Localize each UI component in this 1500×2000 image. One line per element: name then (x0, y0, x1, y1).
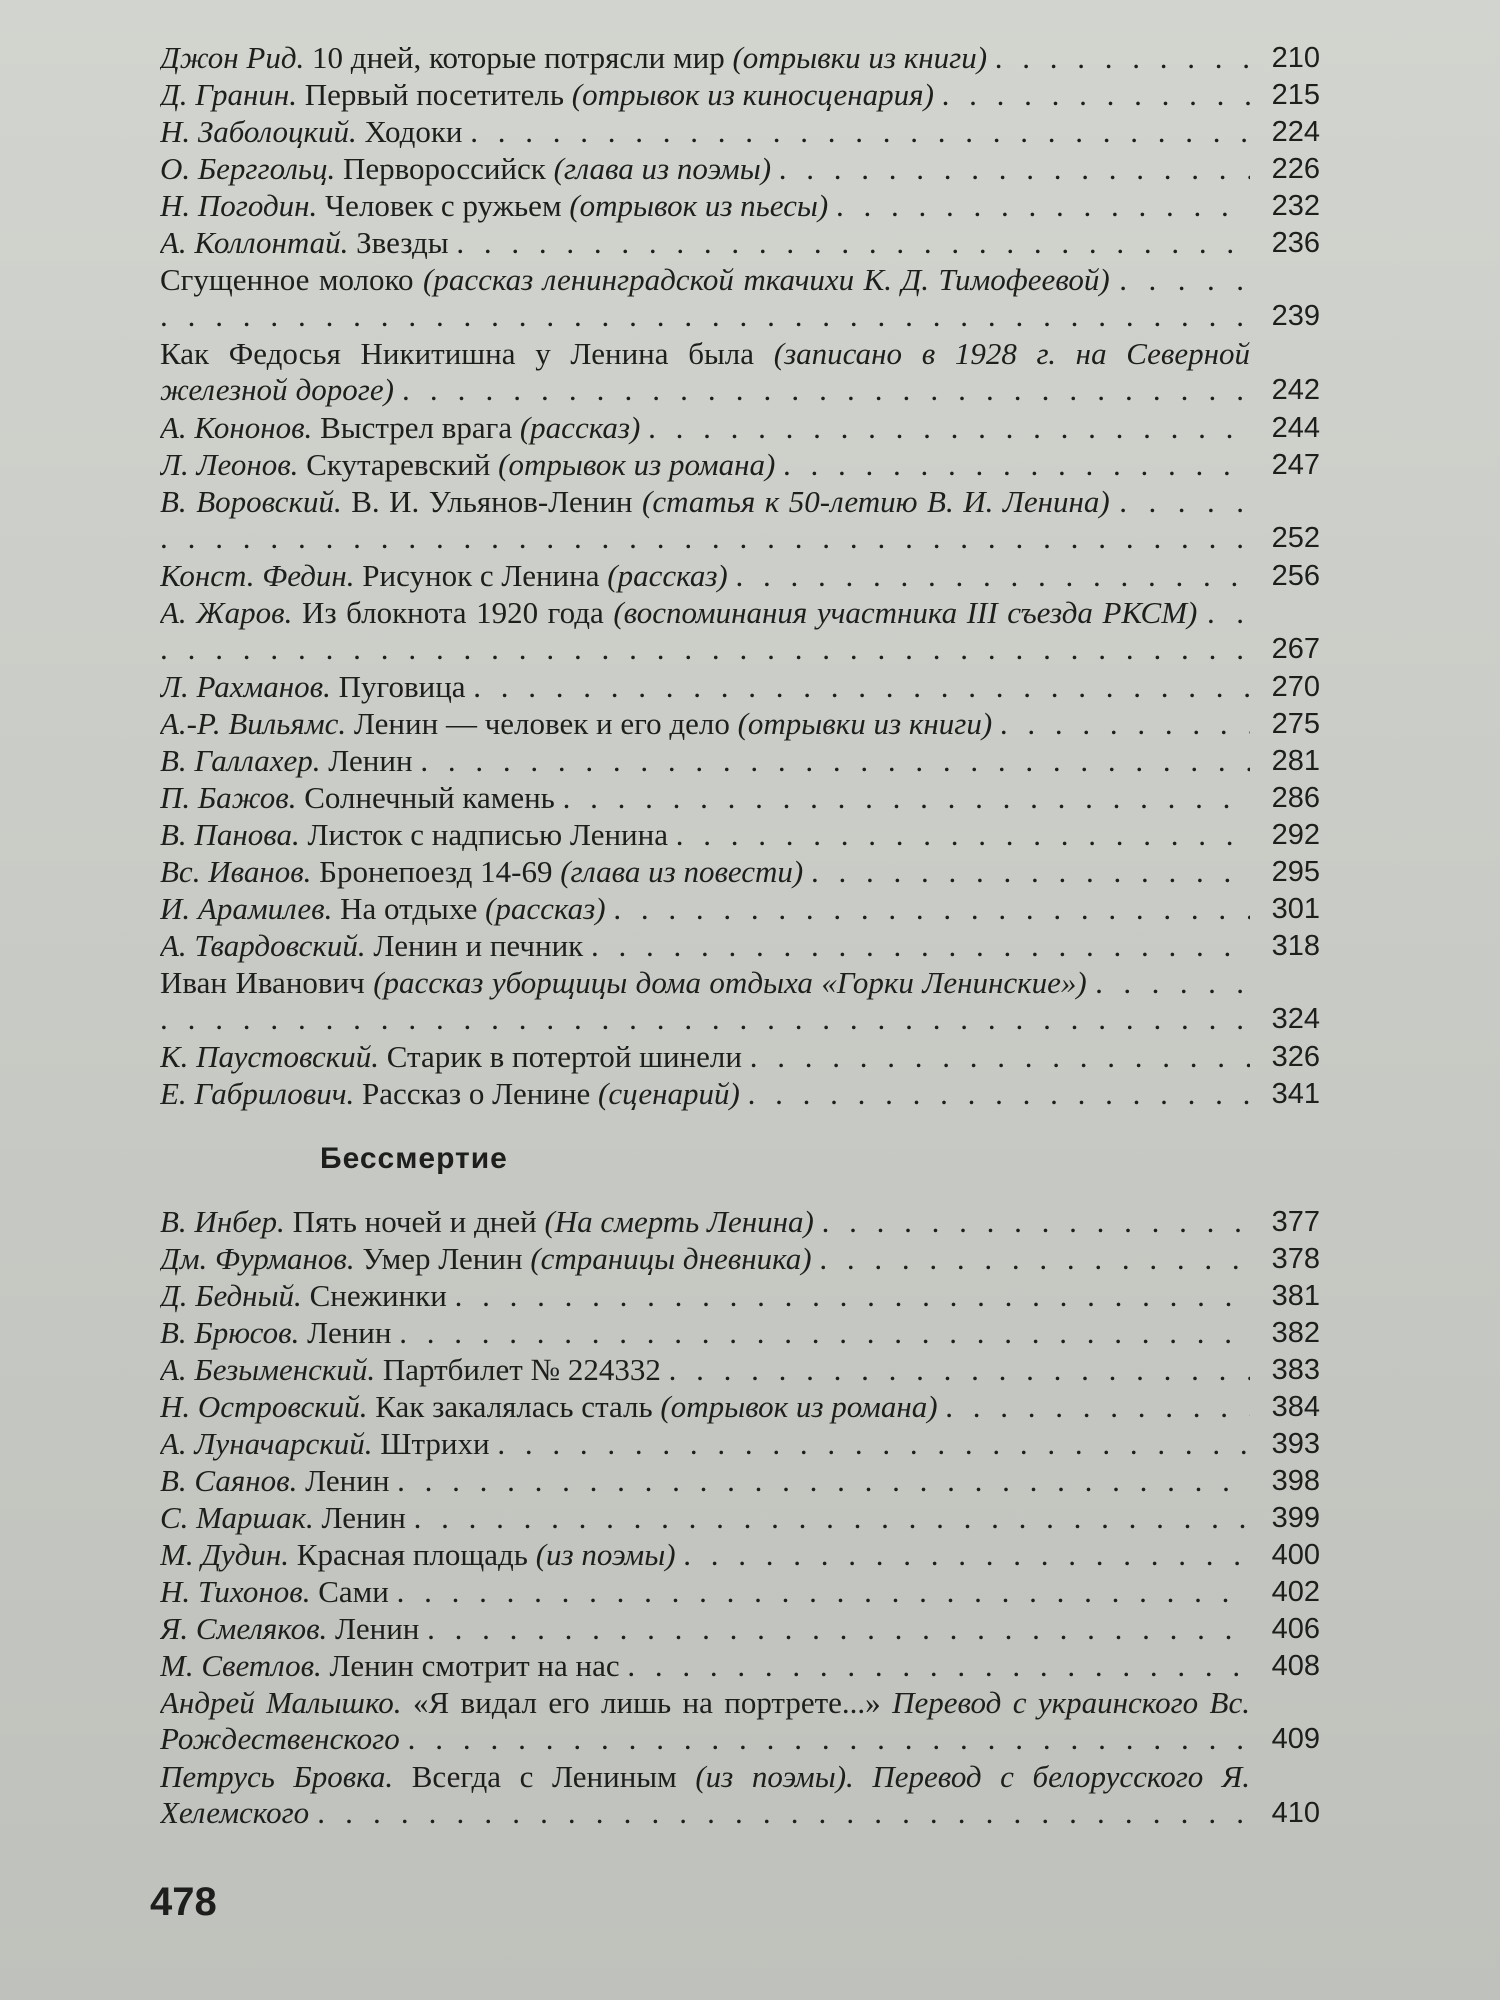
toc-entry-text (160, 1039, 1250, 1075)
toc-entry (160, 336, 1320, 408)
toc-note: Перевод с украинского Вс. Рождественского (160, 1685, 1250, 1756)
toc-entry (160, 1648, 1320, 1684)
toc-title: Как Федосья Никитишна у Ленина была (160, 336, 755, 371)
toc-title: Сами (318, 1574, 389, 1609)
toc-note: (глава из повести) (560, 854, 804, 889)
toc-author: А. Коллонтай. (160, 225, 349, 260)
toc-entry-text (160, 1241, 1250, 1277)
toc-title: Как закалялась сталь (375, 1389, 653, 1424)
toc-title: Ленин (321, 1500, 406, 1535)
toc-entry-text (160, 928, 1250, 964)
toc-entry-text (160, 114, 1250, 150)
toc-page-number: 383 (1271, 1354, 1320, 1386)
toc-title: Снежинки (309, 1278, 447, 1313)
toc-entry (160, 484, 1320, 556)
toc-entry-text (160, 669, 1250, 705)
toc-entry (160, 1204, 1320, 1240)
toc-title: Красная площадь (296, 1537, 528, 1572)
toc-entry-text (160, 595, 1250, 667)
toc-page-number: 381 (1271, 1280, 1320, 1312)
toc-title: Ленин (305, 1463, 390, 1498)
toc-title: Партбилет № 224332 (382, 1352, 661, 1387)
toc-entry (160, 817, 1320, 853)
toc-entry (160, 558, 1320, 594)
toc-author: Е. Габрилович. (160, 1076, 355, 1111)
toc-page-number: 292 (1271, 819, 1320, 851)
toc-entry-text (160, 558, 1250, 594)
toc-entry (160, 1039, 1320, 1075)
toc-author: Л. Леонов. (160, 447, 299, 482)
toc-author: Н. Островский. (160, 1389, 368, 1424)
table-of-contents (160, 40, 1320, 1833)
toc-title: В. И. Ульянов-Ленин (351, 484, 633, 519)
toc-author: М. Дудин. (160, 1537, 290, 1572)
toc-page-number: 256 (1271, 560, 1320, 592)
toc-entry-text (160, 447, 1250, 483)
toc-page-number: 393 (1271, 1428, 1320, 1460)
toc-note: (записано в 1928 г. на Северной железной дороге) (160, 336, 1250, 407)
toc-note: (рассказ уборщицы дома отдыха «Горки Ленинские») (373, 965, 1087, 1000)
toc-author: А. Твардовский. (160, 928, 366, 963)
toc-entry (160, 1426, 1320, 1462)
toc-entry (160, 1463, 1320, 1499)
toc-entry (160, 928, 1320, 964)
toc-page-number: 408 (1271, 1650, 1320, 1682)
toc-title: Первороссийск (342, 151, 546, 186)
toc-author: А. Кононов. (160, 410, 313, 445)
toc-title: Звезды (356, 225, 449, 260)
toc-note: (рассказ ленинградской ткачихи К. Д. Тимофеевой) (423, 262, 1110, 297)
toc-entry-text (160, 484, 1250, 556)
toc-entry-text (160, 1611, 1250, 1647)
toc-page-number: 341 (1271, 1078, 1320, 1110)
toc-entry (160, 965, 1320, 1037)
section-title: Бессмертие (320, 1142, 508, 1175)
toc-title: Человек с ружьем (325, 188, 562, 223)
toc-entry-text (160, 1278, 1250, 1314)
toc-entry (160, 188, 1320, 224)
toc-author: Н. Погодин. (160, 188, 318, 223)
toc-page-number: 252 (1271, 522, 1320, 554)
toc-note: (глава из поэмы) (553, 151, 772, 186)
toc-author: Д. Бедный. (160, 1278, 302, 1313)
toc-author: В. Брюсов. (160, 1315, 300, 1350)
toc-title: Бронепоезд 14-69 (319, 854, 553, 889)
toc-title: Ленин (328, 743, 413, 778)
toc-page-number: 399 (1271, 1502, 1320, 1534)
toc-page-number: 242 (1271, 374, 1320, 406)
toc-note: (рассказ) (519, 410, 641, 445)
toc-entry (160, 1759, 1320, 1831)
toc-title: Рисунок с Ленина (362, 558, 600, 593)
toc-page-number: 382 (1271, 1317, 1320, 1349)
toc-entry (160, 1389, 1320, 1425)
toc-page-number: 402 (1271, 1576, 1320, 1608)
toc-note: (отрывки из книги) (737, 706, 993, 741)
toc-author: А.-Р. Вильямс. (160, 706, 347, 741)
toc-entry-text (160, 188, 1250, 224)
toc-entry (160, 669, 1320, 705)
toc-title: Пуговица (338, 669, 466, 704)
toc-title: Всегда с Лениным (411, 1759, 677, 1794)
toc-note: (воспоминания участника III съезда РКСМ) (613, 595, 1198, 630)
toc-entry (160, 743, 1320, 779)
toc-entry (160, 1352, 1320, 1388)
toc-page-number: 224 (1271, 116, 1320, 148)
toc-page-number: 318 (1271, 930, 1320, 962)
toc-title: Рассказ о Ленине (362, 1076, 591, 1111)
toc-title: 10 дней, которые потрясли мир (312, 40, 725, 75)
toc-title: Штрихи (380, 1426, 490, 1461)
toc-entry (160, 114, 1320, 150)
toc-page-number: 410 (1271, 1797, 1320, 1829)
toc-author: Дм. Фурманов. (160, 1241, 355, 1276)
toc-title: «Я видал его лишь на портрете...» (412, 1685, 881, 1720)
toc-page-number: 384 (1271, 1391, 1320, 1423)
toc-entry-text (160, 1076, 1250, 1112)
toc-page-number: 301 (1271, 893, 1320, 925)
toc-title: Старик в потертой шинели (386, 1039, 742, 1074)
toc-author: В. Воровский. (160, 484, 342, 519)
toc-page-number: 270 (1271, 671, 1320, 703)
toc-author: А. Жаров. (160, 595, 293, 630)
toc-author: Конст. Федин. (160, 558, 355, 593)
toc-title: Скутаревский (306, 447, 491, 482)
toc-author: М. Светлов. (160, 1648, 322, 1683)
toc-entry (160, 1278, 1320, 1314)
toc-page-number: 398 (1271, 1465, 1320, 1497)
toc-title: Из блокнота 1920 года (301, 595, 604, 630)
toc-entry-text (160, 151, 1250, 187)
toc-list-top (160, 40, 1320, 1112)
toc-title: Солнечный камень (304, 780, 555, 815)
toc-author: П. Бажов. (160, 780, 297, 815)
toc-entry (160, 854, 1320, 890)
toc-author: Н. Заболоцкий. (160, 114, 357, 149)
toc-page-number: 210 (1271, 42, 1320, 74)
toc-note: (страницы дневника) (530, 1241, 812, 1276)
toc-author: Вс. Иванов. (160, 854, 312, 889)
toc-entry (160, 410, 1320, 446)
toc-entry-text (160, 743, 1250, 779)
toc-page-number: 236 (1271, 227, 1320, 259)
toc-entry (160, 1076, 1320, 1112)
toc-entry-text (160, 854, 1250, 890)
toc-entry-text (160, 1648, 1250, 1684)
toc-note: (отрывок из романа) (498, 447, 776, 482)
toc-page-number: 215 (1271, 79, 1320, 111)
toc-note: (из поэмы). Перевод с белорусского Я. Хелемского (160, 1759, 1250, 1830)
toc-author: Я. Смеляков. (160, 1611, 328, 1646)
toc-entry (160, 1611, 1320, 1647)
toc-entry-text (160, 891, 1250, 927)
toc-note: (отрывок из пьесы) (569, 188, 829, 223)
toc-page-number: 267 (1271, 633, 1320, 665)
toc-author: А. Безыменский. (160, 1352, 376, 1387)
toc-page-number: 247 (1271, 449, 1320, 481)
toc-note: (отрывки из книги) (732, 40, 988, 75)
toc-title: Ленин (307, 1315, 392, 1350)
toc-entry-text (160, 1463, 1250, 1499)
toc-entry (160, 447, 1320, 483)
toc-page-number: 239 (1271, 300, 1320, 332)
toc-author: Петрусь Бровка. (160, 1759, 394, 1794)
toc-page-number: 232 (1271, 190, 1320, 222)
toc-page-number: 275 (1271, 708, 1320, 740)
toc-entry-text (160, 965, 1250, 1037)
toc-author: И. Арамилев. (160, 891, 333, 926)
toc-entry-text (160, 706, 1250, 742)
toc-entry (160, 780, 1320, 816)
toc-author: В. Саянов. (160, 1463, 298, 1498)
toc-author: Д. Гранин. (160, 77, 298, 112)
toc-entry-text (160, 225, 1250, 261)
toc-entry (160, 151, 1320, 187)
toc-author: А. Луначарский. (160, 1426, 373, 1461)
toc-title: Пять ночей и дней (292, 1204, 537, 1239)
toc-note: (отрывок из киносценария) (571, 77, 934, 112)
toc-title: Умер Ленин (362, 1241, 523, 1276)
toc-title: Ленин смотрит на нас (329, 1648, 620, 1683)
toc-page-number: 226 (1271, 153, 1320, 185)
toc-author: Андрей Малышко. (160, 1685, 402, 1720)
toc-note: (На смерть Ленина) (544, 1204, 814, 1239)
toc-title: Ленин (335, 1611, 420, 1646)
toc-title: Листок с надписью Ленина (307, 817, 668, 852)
toc-entry (160, 40, 1320, 76)
toc-entry-text (160, 262, 1250, 334)
toc-entry (160, 706, 1320, 742)
toc-entry-text (160, 1426, 1250, 1462)
toc-entry-text (160, 40, 1250, 76)
toc-page-number: 324 (1271, 1003, 1320, 1035)
toc-entry-text (160, 1500, 1250, 1536)
toc-note: (сценарий) (598, 1076, 740, 1111)
toc-entry (160, 1574, 1320, 1610)
toc-note: (отрывок из романа) (660, 1389, 938, 1424)
toc-entry-text (160, 1574, 1250, 1610)
toc-page-number: 409 (1271, 1723, 1320, 1755)
toc-title: На отдыхе (340, 891, 478, 926)
toc-entry-text (160, 1352, 1250, 1388)
toc-entry-text (160, 1537, 1250, 1573)
toc-entry-text (160, 1204, 1250, 1240)
toc-entry (160, 1241, 1320, 1277)
toc-author: Джон Рид. (160, 40, 305, 75)
toc-entry-text (160, 1759, 1250, 1831)
toc-entry-text (160, 1685, 1250, 1757)
toc-entry (160, 262, 1320, 334)
toc-title: Иван Иванович (160, 965, 365, 1000)
toc-note: (из поэмы) (535, 1537, 676, 1572)
toc-list-bottom (160, 1204, 1320, 1831)
toc-entry (160, 77, 1320, 113)
toc-note: (рассказ) (485, 891, 606, 926)
toc-title: Ленин и печник (373, 928, 584, 963)
toc-author: В. Галлахер. (160, 743, 321, 778)
toc-page-number: 400 (1271, 1539, 1320, 1571)
toc-entry (160, 891, 1320, 927)
toc-entry (160, 1537, 1320, 1573)
page-number: 478 (150, 1880, 217, 1924)
toc-note: (рассказ) (607, 558, 728, 593)
toc-entry-text (160, 410, 1250, 446)
toc-entry (160, 1315, 1320, 1351)
toc-entry-text (160, 1315, 1250, 1351)
toc-author: К. Паустовский. (160, 1039, 380, 1074)
toc-entry (160, 1685, 1320, 1757)
toc-entry (160, 225, 1320, 261)
toc-entry-text (160, 780, 1250, 816)
toc-author: О. Берггольц. (160, 151, 336, 186)
toc-page-number: 244 (1271, 412, 1320, 444)
toc-title: Ходоки (364, 114, 463, 149)
toc-page-number: 286 (1271, 782, 1320, 814)
toc-entry (160, 1500, 1320, 1536)
toc-author: Н. Тихонов. (160, 1574, 311, 1609)
toc-title: Выстрел врага (320, 410, 513, 445)
toc-page-number: 377 (1271, 1206, 1320, 1238)
toc-page-number: 406 (1271, 1613, 1320, 1645)
toc-entry (160, 595, 1320, 667)
toc-entry-text (160, 1389, 1250, 1425)
toc-entry-text (160, 336, 1250, 408)
toc-title: Ленин — человек и его дело (353, 706, 730, 741)
toc-page-number: 281 (1271, 745, 1320, 777)
toc-title: Сгущенное молоко (160, 262, 414, 297)
toc-author: В. Инбер. (160, 1204, 285, 1239)
toc-entry-text (160, 817, 1250, 853)
toc-page-number: 378 (1271, 1243, 1320, 1275)
toc-title: Первый посетитель (304, 77, 565, 112)
toc-page-number: 326 (1271, 1041, 1320, 1073)
toc-author: В. Панова. (160, 817, 300, 852)
toc-entry-text (160, 77, 1250, 113)
toc-author: С. Маршак. (160, 1500, 314, 1535)
toc-note: (статья к 50-летию В. И. Ленина) (642, 484, 1110, 519)
toc-author: Л. Рахманов. (160, 669, 331, 704)
toc-page-number: 295 (1271, 856, 1320, 888)
